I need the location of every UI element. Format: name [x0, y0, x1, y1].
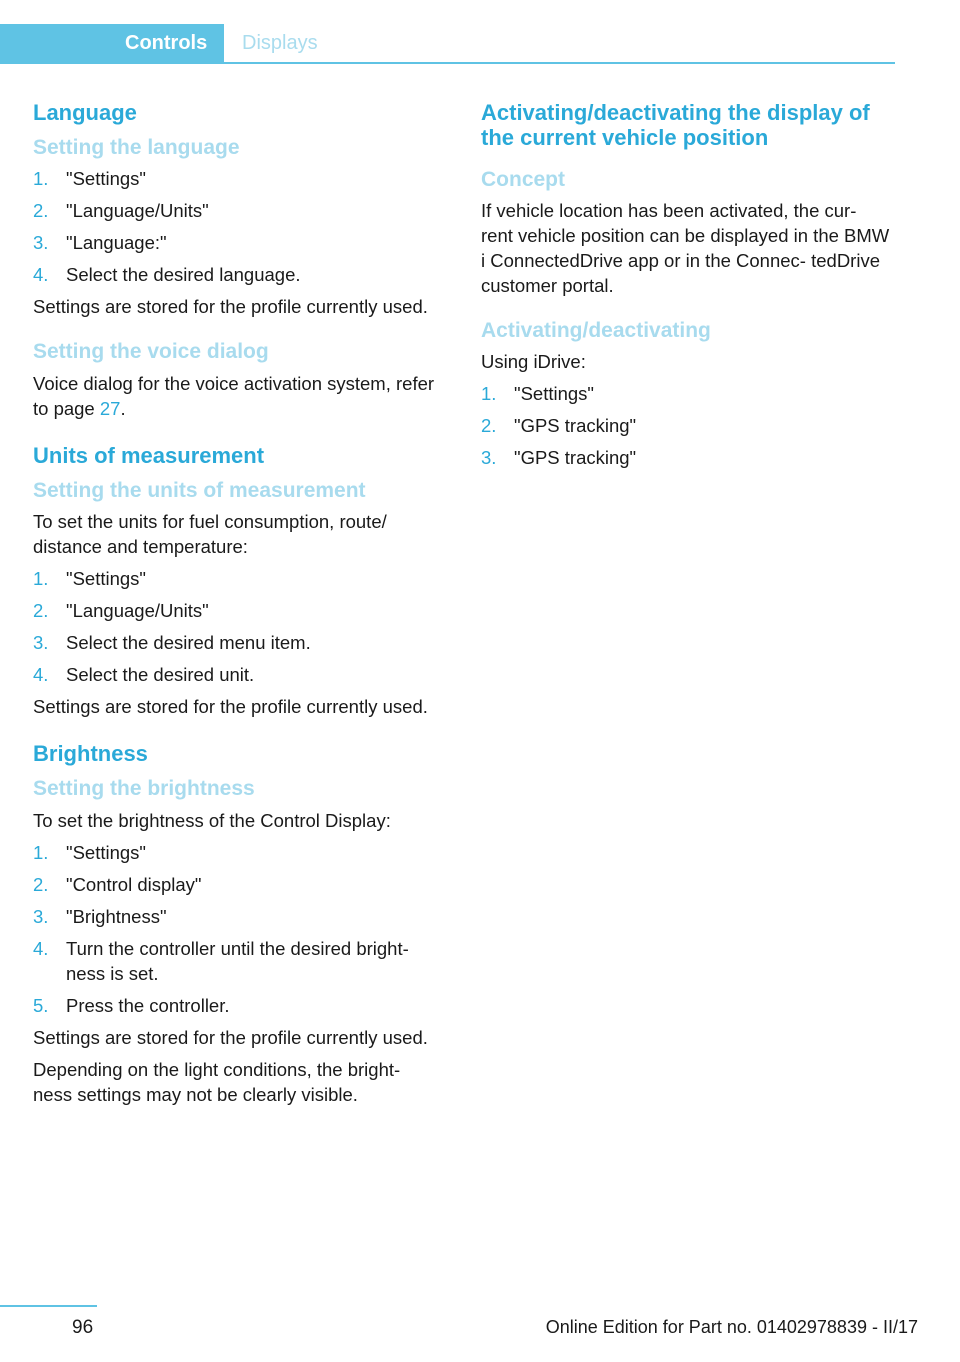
heading-vehicle-position: Activating/deactivating the display of the current vehicle position — [481, 100, 870, 151]
list-item — [33, 936, 443, 986]
list-item — [33, 230, 443, 255]
subheading-setting-language: Setting the language — [33, 136, 240, 160]
step-text: "Language/Units" — [66, 600, 209, 622]
list-item — [33, 598, 443, 623]
step-number: 4. — [33, 664, 49, 686]
brightness-intro: To set the brightness of the Control Display: — [33, 809, 391, 831]
step-number: 1. — [33, 568, 49, 590]
tab-displays[interactable]: Displays — [242, 32, 318, 54]
gps-steps — [481, 381, 891, 470]
step-text: "Settings" — [514, 382, 594, 404]
concept-text: If vehicle location has been activated, the cur‐ rent vehicle position can be displayed in the BMW i ConnectedDrive app or in the Connec‐ tedDrive customer portal. — [481, 199, 890, 296]
list-item — [33, 166, 443, 191]
step-text: Turn the controller until the desired bright‐ ness is set. — [66, 937, 409, 984]
list-item — [33, 566, 443, 591]
subheading-setting-brightness: Setting the brightness — [33, 777, 255, 801]
step-text: "Language:" — [66, 232, 167, 254]
heading-brightness: Brightness — [33, 741, 148, 767]
step-text: Select the desired language. — [66, 264, 301, 286]
list-item — [33, 630, 443, 655]
step-text: Select the desired unit. — [66, 664, 255, 686]
list-item — [481, 381, 891, 406]
list-item — [33, 840, 443, 865]
page-link[interactable]: 27 — [99, 397, 121, 419]
step-text: "Settings" — [66, 568, 146, 590]
brightness-note: Settings are stored for the profile currently used. — [33, 1026, 428, 1048]
subheading-voice-dialog: Setting the voice dialog — [33, 340, 269, 364]
step-text: Press the controller. — [66, 994, 230, 1016]
edition-footer: Online Edition for Part no. 01402978839 - II/17 — [545, 1317, 918, 1337]
list-item — [33, 262, 443, 287]
page-number: 96 — [72, 1317, 94, 1338]
step-text: "GPS tracking" — [514, 446, 637, 468]
units-steps — [33, 566, 443, 687]
subheading-concept: Concept — [481, 167, 565, 191]
step-text: "Brightness" — [66, 905, 167, 927]
heading-units: Units of measurement — [33, 442, 265, 468]
subheading-activating: Activating/deactivating — [481, 318, 711, 342]
step-number: 1. — [33, 841, 49, 863]
tab-controls[interactable]: Controls — [0, 24, 224, 62]
header-tabs — [0, 24, 895, 64]
step-number: 2. — [33, 873, 49, 895]
left-column — [33, 100, 443, 1114]
list-item — [33, 872, 443, 897]
units-note: Settings are stored for the profile currently used. — [33, 696, 428, 718]
step-number: 3. — [33, 632, 49, 654]
list-item — [33, 198, 443, 223]
brightness-steps — [33, 840, 443, 1018]
subheading-setting-units: Setting the units of measurement — [33, 478, 366, 502]
heading-language: Language — [33, 100, 137, 125]
voice-text: Voice dialog for the voice activation system, refer to page — [33, 372, 435, 419]
voice-text-end: . — [120, 397, 126, 419]
step-text: "Control display" — [66, 873, 202, 895]
units-intro: To set the units for fuel consumption, route/ distance and temperature: — [33, 511, 387, 558]
list-item — [33, 662, 443, 687]
brightness-note-2: Depending on the light conditions, the bright‐ ness settings may not be clearly visible. — [33, 1058, 401, 1105]
step-number: 5. — [33, 994, 49, 1016]
language-note: Settings are stored for the profile currently used. — [33, 296, 428, 318]
step-number: 2. — [481, 414, 497, 436]
list-item — [33, 993, 443, 1018]
footer-rule — [0, 1305, 97, 1307]
step-number: 3. — [481, 446, 497, 468]
step-text: "Settings" — [66, 841, 146, 863]
using-idrive-text: Using iDrive: — [481, 350, 586, 372]
language-steps — [33, 166, 443, 287]
voice-dialog-text — [33, 371, 443, 421]
step-text: Select the desired menu item. — [66, 632, 311, 654]
step-text: "GPS tracking" — [514, 414, 637, 436]
step-text: "Settings" — [66, 168, 146, 190]
step-number: 2. — [33, 600, 49, 622]
list-item — [33, 904, 443, 929]
step-number: 3. — [33, 905, 49, 927]
step-text: "Language/Units" — [66, 200, 209, 222]
list-item — [481, 413, 891, 438]
step-number: 2. — [33, 200, 49, 222]
step-number: 1. — [33, 168, 49, 190]
right-column — [481, 100, 891, 477]
step-number: 3. — [33, 232, 49, 254]
step-number: 4. — [33, 937, 49, 959]
list-item — [481, 445, 891, 470]
step-number: 4. — [33, 264, 49, 286]
step-number: 1. — [481, 382, 497, 404]
